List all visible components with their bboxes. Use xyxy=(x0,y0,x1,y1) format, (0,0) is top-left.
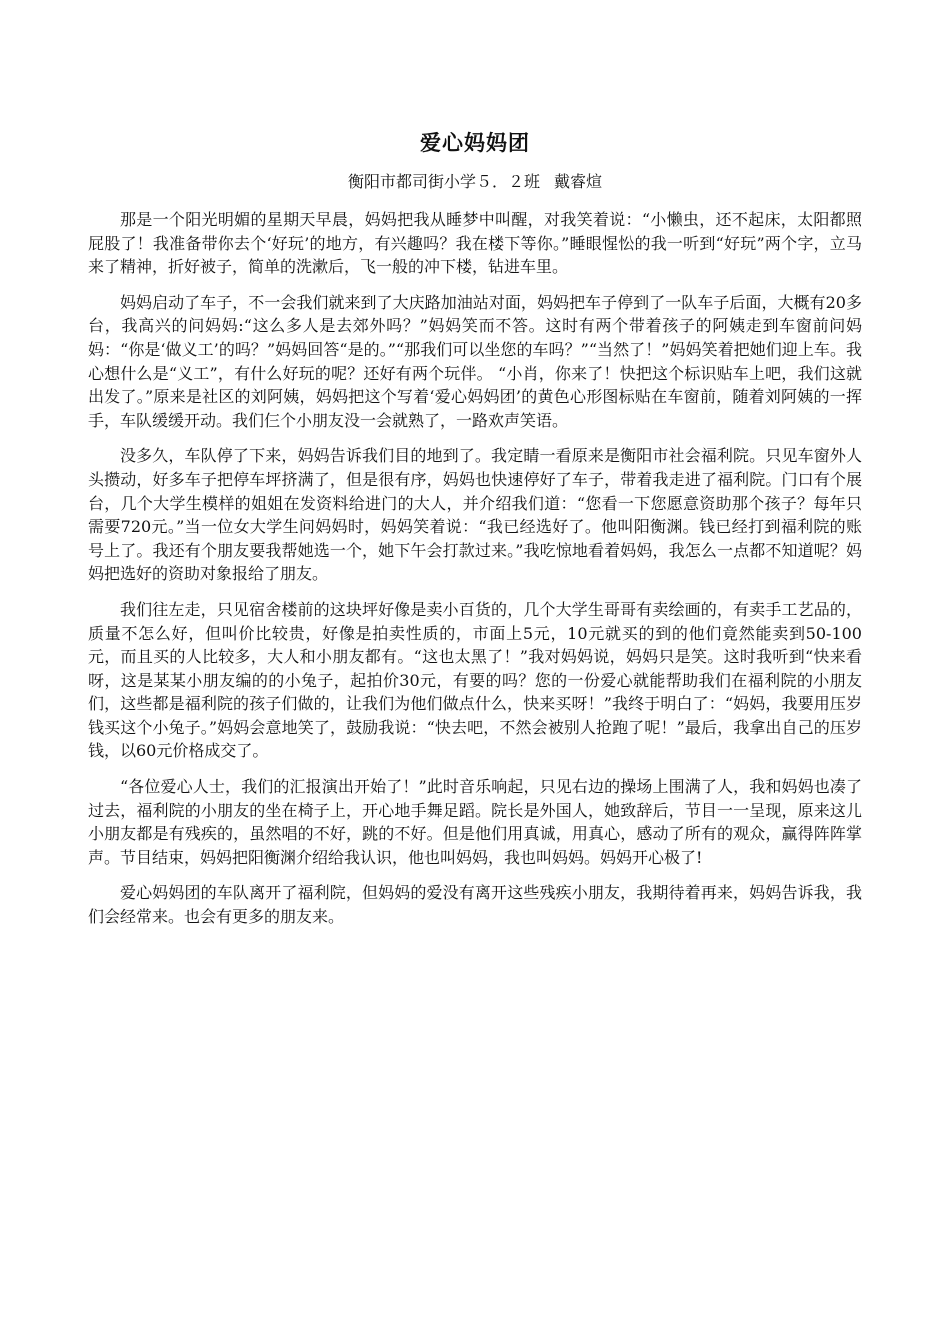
byline-author: 戴睿煊 xyxy=(554,172,603,191)
byline xyxy=(88,170,862,194)
paragraph: 爱心妈妈团的车队离开了福利院，但妈妈的爱没有离开这些残疾小朋友，我期待着再来，妈妈告诉我，我们会经常来。也会有更多的朋友来。 xyxy=(88,883,862,927)
paragraph: 那是一个阳光明媚的星期天早晨，妈妈把我从睡梦中叫醒，对我笑着说：“小懒虫，还不起床，太阳都照屁股了！我准备带你去个‘好玩’的地方，有兴趣吗？我在楼下等你。”睡眼惺忪的我一听到“好玩”两个字，立马来了精神，折好被子，简单的洗漱后，飞一般的冲下楼，钻进车里。 xyxy=(88,210,862,277)
byline-school: 衡阳市都司街小学５．２班 xyxy=(347,172,540,191)
page-title: 爱心妈妈团 xyxy=(420,131,530,155)
paragraph: 妈妈启动了车子，不一会我们就来到了大庆路加油站对面，妈妈把车子停到了一队车子后面，大概有20多台，我高兴的问妈妈:“这么多人是去郊外吗？”妈妈笑而不答。这时有两个带着孩子的阿姨走到车窗前问妈妈：“你是‘做义工’的吗？”妈妈回答“是的。”“那我们可以坐您的车吗？”“当然了！”妈妈笑着把她们迎上车。我心想什么是“义工”，有什么好玩的呢？还好有两个玩伴。 “小肖，你来了！快把这个标识贴车上吧，我们这就出发了。”原来是社区的刘阿姨，妈妈把这个写着‘爱心妈妈团’的黄色心形图标贴在车窗前，随着刘阿姨的一挥手，车队缓缓开动。我们仨个小朋友没一会就熟了，一路欢声笑语。 xyxy=(88,292,862,430)
paragraph: 我们往左走，只见宿舍楼前的这块坪好像是卖小百货的，几个大学生哥哥有卖绘画的，有卖手工艺品的，质量不怎么好，但叫价比较贵，好像是拍卖性质的，市面上5元，10元就买的到的他们竟然能卖到50-100元，而且买的人比较多，大人和小朋友都有。“这也太黑了！”我对妈妈说，妈妈只是笑。这时我听到“快来看呀，这是某某小朋友编的的小兔子，起拍价30元，有要的吗？您的一份爱心就能帮助我们在福利院的小朋友们，这些都是福利院的孩子们做的，让我们为他们做点什么，快来买呀！”我终于明白了：“妈妈，我要用压岁钱买这个小兔子。”妈妈会意地笑了，鼓励我说：“快去吧，不然会被别人抢跑了呢！”最后，我拿出自己的压岁钱，以60元价格成交了。 xyxy=(88,599,862,761)
paragraph: 没多久，车队停了下来，妈妈告诉我们目的地到了。我定睛一看原来是衡阳市社会福利院。只见车窗外人头攒动，好多车子把停车坪挤满了，但是很有序，妈妈也快速停好了车子，带着我走进了福利院。门口有个展台，几个大学生模样的姐姐在发资料给进门的大人，并介绍我们道：“您看一下您愿意资助那个孩子？每年只需要720元。”当一位女大学生问妈妈时，妈妈笑着说：“我已经选好了。他叫阳衡渊。钱已经打到福利院的账号上了。我还有个朋友要我帮她选一个，她下午会打款过来。”我吃惊地看着妈妈，我怎么一点都不知道呢？妈妈把选好的资助对象报给了朋友。 xyxy=(88,446,862,584)
document-page xyxy=(88,128,862,941)
paragraph: “各位爱心人士，我们的汇报演出开始了！”此时音乐响起，只见右边的操场上围满了人，我和妈妈也凑了过去，福利院的小朋友的坐在椅子上，开心地手舞足蹈。院长是外国人，她致辞后，节目一一呈现，原来这儿小朋友都是有残疾的，虽然唱的不好，跳的不好。但是他们用真诚，用真心，感动了所有的观众，赢得阵阵掌声。节目结束，妈妈把阳衡渊介绍给我认识，他也叫妈妈，我也叫妈妈。妈妈开心极了! xyxy=(88,777,862,867)
